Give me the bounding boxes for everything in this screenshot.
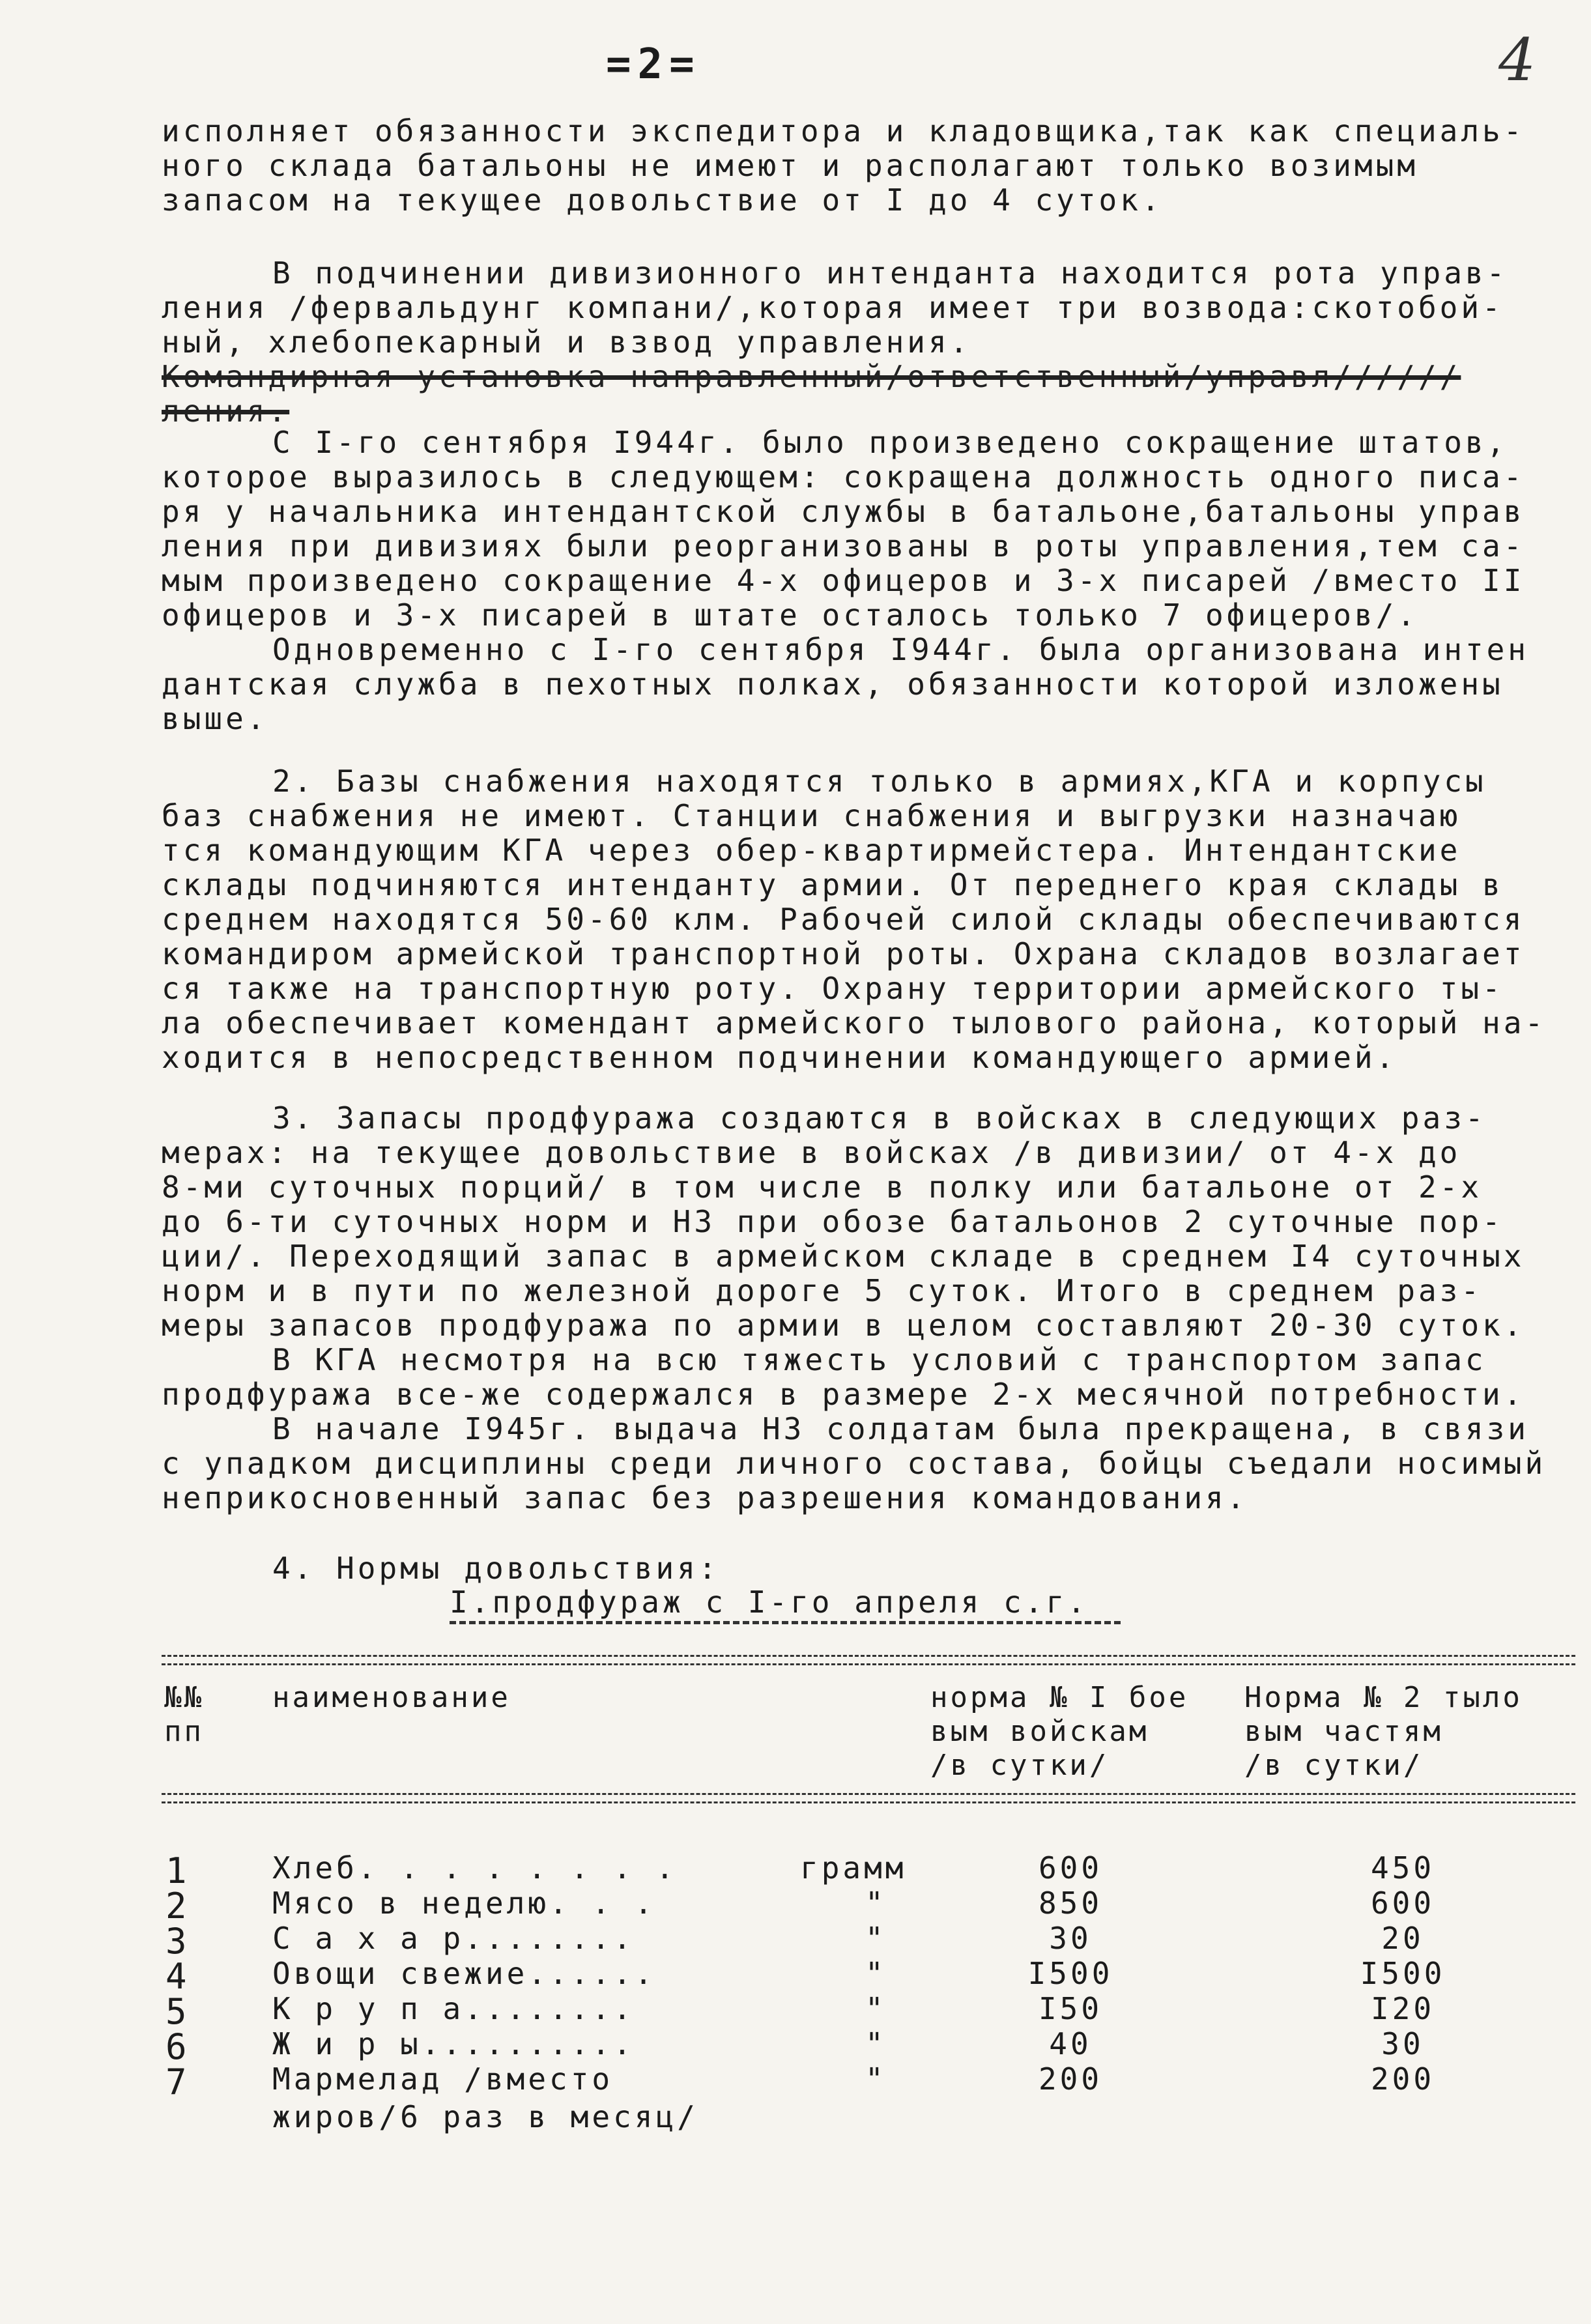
table-row [162, 1850, 1575, 1891]
table-row [162, 2026, 1575, 2067]
text-line: ления при дивизиях были реорганизованы в роты управления,тем са- [162, 528, 1525, 564]
text-line: мерах: на текущее довольствие в войсках /в дивизии/ от 4-х до [162, 1135, 1461, 1170]
text-line: Одновременно с I-го сентября I944г. была организована интен [272, 632, 1529, 667]
text-line: норм и в пути по железной дороге 5 суток. Итого в среднем раз- [162, 1273, 1483, 1308]
text-line: ла обеспечивает комендант армейского тылового района, который на- [162, 1005, 1547, 1040]
paragraph-division-intendant [162, 256, 1575, 429]
header-num-line: пп [164, 1715, 204, 1748]
row-name: Хлеб. . . . . . . . [272, 1850, 678, 1886]
table-row [162, 1921, 1575, 1962]
text-line: до 6-ти суточных норм и НЗ при обозе батальонов 2 суточные пор- [162, 1204, 1504, 1239]
header-norm1-line: /в сутки/ [930, 1749, 1110, 1782]
row-number: 5 [165, 1991, 190, 2032]
header-norm2 [1244, 1681, 1523, 1783]
row-unit: " [865, 1956, 887, 1991]
row-norm1: I500 [1027, 1956, 1113, 1991]
row-name: С а х а р........ [272, 1921, 635, 1956]
row-norm1: I50 [1038, 1991, 1103, 2026]
row-number: 4 [165, 1956, 190, 1997]
text-line: 3. Запасы продфуража создаются в войсках в следующих раз- [272, 1100, 1487, 1136]
table-header-rule [162, 1793, 1575, 1803]
row-unit: " [865, 1886, 887, 1921]
row-name: Мясо в неделю. . . [272, 1886, 656, 1921]
text-line: выше. [162, 701, 268, 736]
struck-line: Командирная установка направленный/ответственный/управл////// [162, 359, 1461, 394]
table-row [162, 1886, 1575, 1927]
row-norm1: 850 [1038, 1886, 1103, 1921]
header-norm1 [930, 1681, 1188, 1783]
header-name: наименование [272, 1681, 511, 1714]
table-row [162, 1956, 1575, 1997]
title-underline [450, 1621, 1121, 1624]
page-number: =2= [606, 40, 701, 89]
header-norm1-line: норма № I бое [930, 1681, 1189, 1714]
paragraph-supply-bases [162, 764, 1575, 1075]
text-line: С I-го сентября I944г. было произведено сокращение штатов, [272, 425, 1508, 460]
paragraph-food-reserves [162, 1101, 1575, 1515]
text-line: В подчинении дивизионного интенданта находится рота управ- [272, 255, 1508, 291]
header-norm2-line: вым частям [1244, 1715, 1443, 1748]
text-line: офицеров и 3-х писарей в штате осталось только 7 офицеров/. [162, 597, 1418, 633]
row-norm2: I20 [1370, 1991, 1435, 2026]
text-line: баз снабжения не имеют. Станции снабжения и выгрузки назначаю [162, 798, 1461, 833]
paragraph-continuation [162, 114, 1575, 218]
header-num [164, 1681, 204, 1749]
row-name: Мармелад /вместо [272, 2061, 614, 2097]
row7-continuation: жиров/6 раз в месяц/ [272, 2099, 698, 2134]
text-line: ный, хлебопекарный и взвод управления. [162, 324, 971, 360]
text-line: командиром армейской транспортной роты. Охрана складов возлагает [162, 936, 1525, 971]
text-line: ции/. Переходящий запас в армейском складе в среднем I4 суточных [162, 1239, 1525, 1274]
text-line: с упадком дисциплины среди личного состава, бойцы съедали носимый [162, 1446, 1547, 1481]
text-line: ря у начальника интендантской службы в батальоне,батальоны управ [162, 494, 1525, 529]
table-row [162, 1991, 1575, 2032]
row-unit: грамм [800, 1850, 907, 1886]
row-number: 2 [165, 1886, 190, 1927]
row-norm1: 200 [1038, 2061, 1103, 2097]
text-line: неприкосновенный запас без разрешения командования. [162, 1480, 1248, 1515]
row-name: Овощи свежие...... [272, 1956, 656, 1991]
text-line: ся также на транспортную роту. Охрану территории армейского ты- [162, 971, 1504, 1006]
row-norm2: 30 [1381, 2026, 1424, 2061]
row-unit: " [865, 2061, 887, 2097]
text-line: 2. Базы снабжения находятся только в армиях,КГА и корпусы [272, 764, 1487, 799]
paragraph-staff-reduction [162, 425, 1575, 736]
row-unit: " [865, 2026, 887, 2061]
header-norm2-line: Норма № 2 тыло [1244, 1681, 1523, 1714]
header-norm2-line: /в сутки/ [1244, 1749, 1424, 1782]
text-line: дантская служба в пехотных полках, обязанности которой изложены [162, 667, 1504, 702]
row-number: 3 [165, 1921, 190, 1962]
table-row [162, 2061, 1575, 2102]
text-line: 8-ми суточных порций/ в том числе в полку или батальоне от 2-х [162, 1169, 1483, 1205]
row-norm2: 200 [1370, 2061, 1435, 2097]
text-line: исполняет обязанности экспедитора и кладовщика,так как специаль- [162, 113, 1525, 149]
row-name: Ж и р ы.......... [272, 2026, 635, 2061]
row-norm1: 600 [1038, 1850, 1103, 1886]
row-unit: " [865, 1921, 887, 1956]
row-number: 7 [165, 2061, 190, 2102]
text-line: меры запасов продфуража по армии в целом составляют 20-30 суток. [162, 1308, 1525, 1343]
text-line: В КГА несмотря на всю тяжесть условий с транспортом запас [272, 1342, 1487, 1377]
text-line: которое выразилось в следующем: сокращена должность одного писа- [162, 459, 1525, 495]
text-line: тся командующим КГА через обер-квартирмейстера. Интендантские [162, 833, 1461, 868]
row-number: 1 [165, 1850, 190, 1891]
section-heading: 4. Нормы довольствия: [272, 1551, 720, 1586]
header-num-line: №№ [164, 1681, 204, 1714]
row-norm2: 450 [1370, 1850, 1435, 1886]
row-norm1: 40 [1049, 2026, 1092, 2061]
text-line: ления /фервальдунг компани/,которая имеет три возвода:скотобой- [162, 290, 1504, 325]
row-norm1: 30 [1049, 1921, 1092, 1956]
text-line: продфуража все-же содержался в размере 2-х месячной потребности. [162, 1377, 1525, 1412]
table-top-rule [162, 1655, 1575, 1665]
table-title: I.продфураж с I-го апреля с.г. [450, 1585, 1089, 1620]
row-norm2: I500 [1360, 1956, 1446, 1991]
text-line: мым произведено сокращение 4-х офицеров и 3-х писарей /вместо II [162, 563, 1525, 598]
row-norm2: 20 [1381, 1921, 1424, 1956]
text-line: В начале I945г. выдача НЗ солдатам была прекращена, в связи [272, 1411, 1529, 1446]
text-line: ходится в непосредственном подчинении командующего армией. [162, 1040, 1398, 1075]
header-norm1-line: вым войскам [930, 1715, 1149, 1748]
row-unit: " [865, 1991, 887, 2026]
handwritten-page-mark: 4 [1498, 26, 1536, 94]
text-line: среднем находятся 50-60 клм. Рабочей силой склады обеспечиваются [162, 902, 1525, 937]
text-line: склады подчиняются интенданту армии. От переднего края склады в [162, 867, 1504, 902]
struck-line: ления. [162, 394, 290, 429]
row-norm2: 600 [1370, 1886, 1435, 1921]
row-number: 6 [165, 2026, 190, 2067]
text-line: ного склада батальоны не имеют и располагают только возимым [162, 148, 1418, 183]
row-name: К р у п а........ [272, 1991, 635, 2026]
text-line: запасом на текущее довольствие от I до 4 суток. [162, 182, 1163, 218]
